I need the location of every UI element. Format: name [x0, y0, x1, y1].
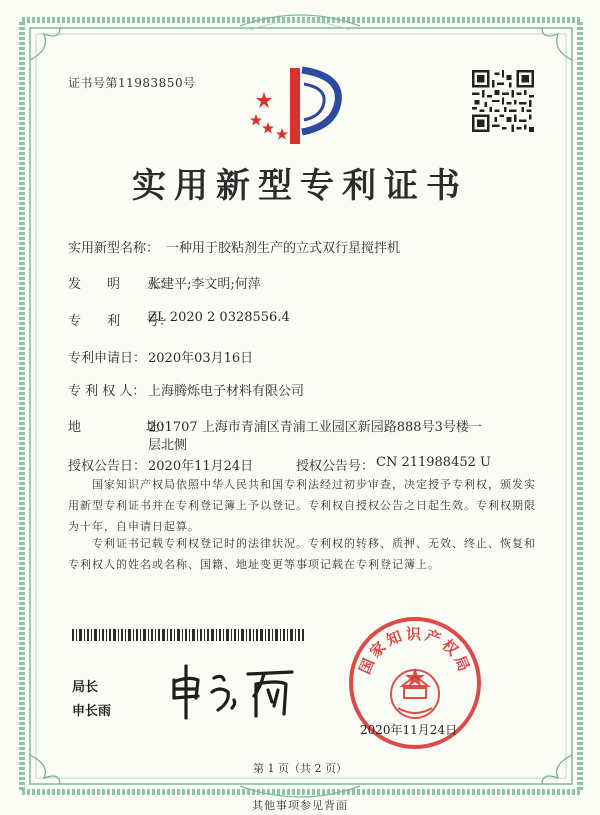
director-title: 局长	[72, 680, 99, 695]
grant-date-value: 2020年11月24日	[148, 459, 254, 474]
address-value-line1: 201707 上海市青浦区青浦工业园区新园路888号3号楼一	[148, 420, 482, 435]
page-number: 第 1 页（共 2 页）	[253, 762, 347, 775]
patent-office-logo	[242, 62, 352, 150]
inventor-label: 发 明 人：	[68, 277, 173, 292]
paragraph-grant-statement: 国家知识产权局依照中华人民共和国专利法经过初步审查，决定授予专利权，颁发实用新型专利证书并在专利登记簿上予以登记。专利权自授权公告之日起生效。专利权期限为十年，自申请日起算。	[68, 478, 536, 533]
grant-number-label: 授权公告号：	[296, 459, 375, 474]
patentee-label: 专 利 权 人：	[68, 384, 146, 399]
seal-date: 2020年11月24日	[360, 723, 458, 737]
inventor-value: 张建平;李文明;何萍	[148, 277, 261, 292]
grant-number-value: CN 211988452 U	[376, 455, 491, 470]
patent-number-value: ZL 2020 2 0328556.4	[148, 310, 290, 325]
footer-note: 其他事项参见背面	[252, 799, 348, 812]
director-signature	[168, 662, 298, 722]
utility-model-name-label: 实用新型名称：	[68, 241, 160, 256]
filing-date-label: 专利申请日：	[68, 351, 147, 366]
seal-text: 国家知识产权局	[355, 625, 475, 677]
patentee-value: 上海腾烁电子材料有限公司	[148, 384, 305, 399]
paragraph-legal-status: 专利证书记载专利权登记时的法律状况。专利权的转移、质押、无效、终止、恢复和专利权人的姓名或名称、国籍、地址变更等事项记载在专利登记簿上。	[68, 537, 536, 571]
qr-code	[472, 70, 534, 132]
filing-date-value: 2020年03月16日	[148, 351, 254, 366]
patent-number-label: 专 利 号：	[68, 314, 173, 329]
certificate-number: 证书号第11983850号	[68, 76, 196, 90]
address-label: 地 址：	[68, 420, 173, 435]
certificate-title: 实用新型专利证书	[132, 166, 468, 206]
address-value-line2: 层北侧	[148, 438, 188, 453]
barcode	[72, 629, 304, 641]
grant-date-label: 授权公告日：	[68, 459, 147, 474]
director-name: 申长雨	[72, 704, 112, 719]
utility-model-name-value: 一种用于胶粘剂生产的立式双行星搅拌机	[166, 241, 401, 256]
